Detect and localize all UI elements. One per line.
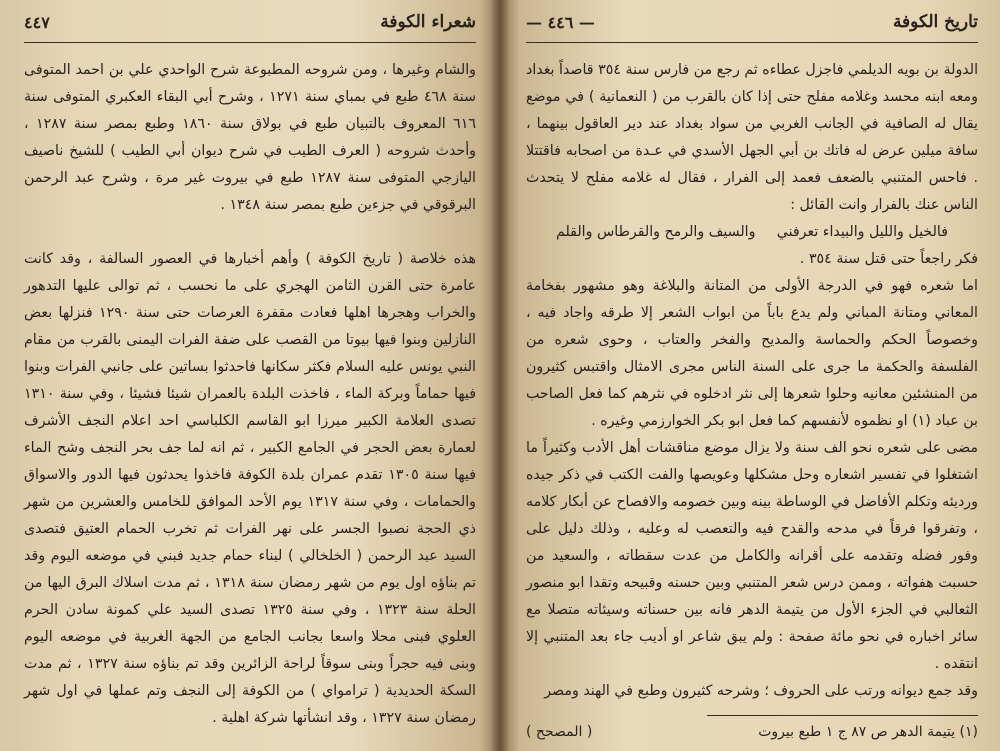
right-page-body (526, 57, 978, 219)
footnote-corrector: ( المصحح ) (526, 724, 593, 740)
left-paragraph: هذه خلاصة ( تاريخ الكوفة ) وأهم أخبارها في العصور السالفة ، وقد كانت عامرة حتى القرن الثامن الهجري على ما نحسب ، ثم توالى عليها التدهور والخراب وهجرها اهلها فعادت مقفرة العرصات حتى سنة ١٢٩٠ فنزلها بعض النازلين وبنوا فيها بيوتا من القصب على ضفة الفرات اليمنى بالقرب من مقام النبي يونس عليه السلام فكثر سكانها فاحدثوا بساتين على جانبي الفرات وبنوا فيها حماماً وبركة الماء ، فاخذت البلدة بالعمران شيئا فشيئا ، وفي سنة ١٣١٠ تصدى العلامة الكبير ميرزا ابو القاسم الكلباسي احد اعلام النجف الأشرف لعمارة بعض الحجر في الجامع الكبير ، ثم انه لما جف بحر النجف وشح الماء فيها سنة ١٣٠٥ تقدم عمران بلدة الكوفة فاخذوا يحدثون فيها الدور والاسواق والحمامات ، وفي سنة ١٣١٧ يوم الأحد الموافق للخامس والعشرين من شهر ذي الحجة نصبوا الجسر على نهر الفرات ثم تخرب الحمام العتيق فتصدى السيد عبد الرحمن ( الخلخالي ) لبناء حمام جديد فبني في موضعه اليوم وقد تم بناؤه اول يوم من شهر رمضان سنة ١٣١٨ ، ثم مدت اسلاك البرق اليها من الحلة سنة ١٣٢٣ ، وفي سنة ١٣٢٥ تصدى السيد علي كمونة سادن الحرم العلوي فبنى محلا واسعا بجانب الجامع من الجهة الغربية في موضعه اليوم وبنى فيه حجراً وبنى سوقاً لراحة الزائرين وقد تم بناؤه سنة ١٣٢٧ ، ثم مدت السكة الحديدية ( ترامواي ) من الكوفة إلى النجف وتم عملها في اول شهر رمضان سنة ١٣٢٧ ، وقد انشأتها شركة اهلية . (24, 251, 476, 726)
footnote-separator (707, 715, 978, 716)
verse-hemistich-first: فالخيل والليل والبيداء تعرفني (776, 224, 948, 240)
right-paragraph: اما شعره فهو في الدرجة الأولى من المتانة والبلاغة وهو مشهور بفخامة المعاني ومتانة المباني ولم يدع باباً من ابواب الشعر إلا طرقه واجاد فيه ، وخصوصاً الحكم والحماسة والمديح والفخر والعتاب ، وحوى شعره من الفلسفة والحكمة ما جرى على السنة الناس مجرى الامثال واقتبس كثيرون من المنشئين معانيه وحلوا شعرها إلى نثر ادخلوه في نثرهم كما فعل الصاحب بن عباد (١) او نظموه لأنفسهم كما فعل ابو بكر الخوارزمي وغيره . (526, 278, 978, 429)
right-page-header (526, 2, 978, 43)
footnote-text: (١) يتيمة الدهر ص ٨٧ ج ١ طبع بيروت (758, 724, 978, 740)
right-running-title: تاريخ الكوفة (892, 12, 978, 32)
left-running-title: شعراء الكوفة (380, 12, 476, 32)
right-page-body-continued (526, 246, 978, 705)
right-page (500, 0, 1000, 751)
footnote (526, 720, 978, 744)
left-paragraph: والشام وغيرها ، ومن شروحه المطبوعة شرح الواحدي علي بن احمد المتوفى سنة ٤٦٨ طبع في بمباي سنة ١٢٧١ ، وشرح أبي البقاء العكبري المتوفى سنة ٦١٦ المعروف بالتبيان طبع في بولاق سنة ١٨٦٠ وطبع بمصر سنة ١٢٨٧ ، وأحدث شروحه ( العرف الطيب في شرح ديوان أبي الطيب ) للشيخ ناصيف اليازجي المتوفى سنة ١٢٨٧ طبع في بيروت غير مرة ، وشرح عبد الرحمن البرقوقي في جزءين طبع بمصر سنة ١٣٤٨ . (24, 62, 476, 213)
right-page-number: — ٤٤٦ — (526, 12, 595, 32)
left-page-body (24, 57, 476, 732)
verse-hemistich-second: والسيف والرمح والقرطاس والقلم (556, 224, 756, 240)
right-paragraph: مضى على شعره نحو الف سنة ولا يزال موضع مناقشات أهل الأدب وكثيراً ما اشتغلوا في تفسير اشعاره وحل مشكلها وعويصها والفت الكتب في ذكر جيده ورديئه وتكلم الأفاضل في الوساطة بينه وبين خصومه والافصاح عن أبكار كلامه ، وتفرقوا فرقاً في مدحه والقدح فيه والتعصب له وعليه ، وذلك دليل على وفور فضله وتقدمه على أقرانه والكامل من عدت سقطاته ، والسعيد من حسبت هفواته ، وممن درس شعر المتنبي وبين حسنه وقبيحه وتقدا ابو منصور الثعالبي في الجزء الأول من يتيمة الدهر فانه بين حسناته وسيئاته متصلا مع سائر اخباره في نحو مائة صفحة : ولم يبق شاعر او أديب جاء بعد المتنبي إلا انتقده . (526, 440, 978, 672)
after-verse-line: فكر راجعاً حتى قتل سنة ٣٥٤ . (799, 251, 978, 267)
right-paragraph: الدولة بن بويه الديلمي فاجزل عطاءه ثم رجع من فارس سنة ٣٥٤ قاصداً بغداد ومعه ابنه محسد وغلامه مفلح حتى إذا كان بالقرب من ( النعمانية ) في موضع يقال له الصافية في الجانب الغربي من سواد بغداد عند دير العاقول بينهما ، سافة ميلين عرض له فاتك بن أبي الجهل الأسدي في عـدة من اصحابه فاقتتلا . فاحس المتنبي بالضعف فعمد إلى الفرار ، فقال له غلامه مفلح لا يتحدث الناس عنك بالفرار وانت القائل : (526, 62, 979, 213)
left-page-header (24, 2, 476, 43)
right-paragraph: وقد جمع ديوانه ورتب على الحروف ؛ وشرحه كثيرون وطبع في الهند ومصر (544, 683, 978, 699)
left-page-number: ٤٤٧ (24, 12, 50, 32)
poetry-verse (526, 219, 978, 246)
